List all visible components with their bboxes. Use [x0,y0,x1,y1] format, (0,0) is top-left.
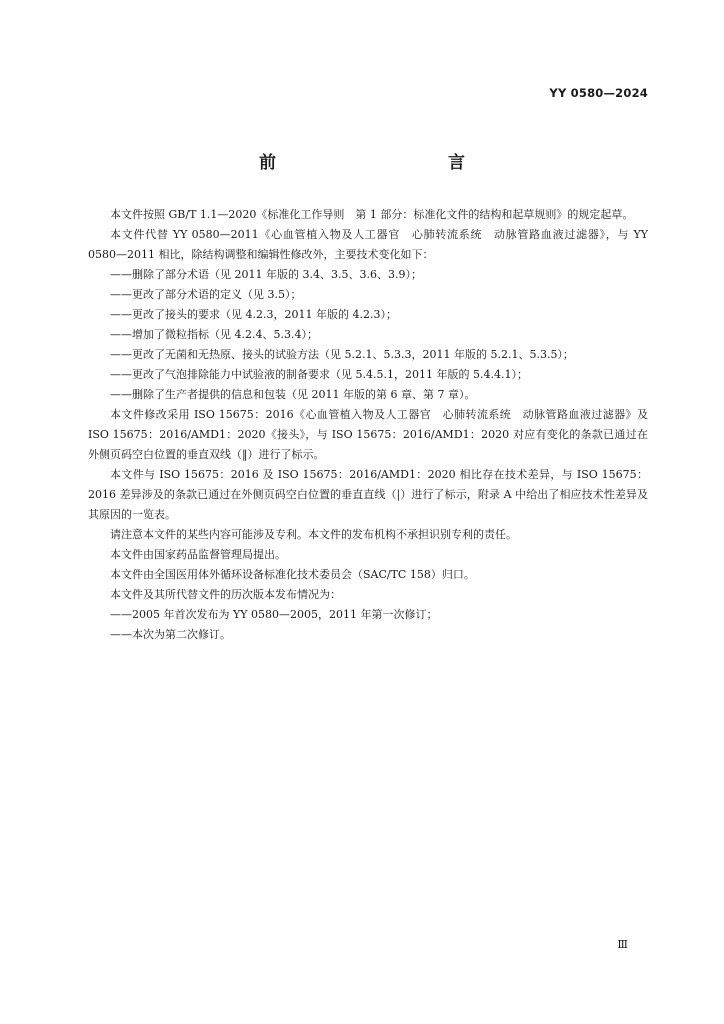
change-item: ——删除了生产者提供的信息和包装（见 2011 年版的第 6 章、第 7 章）。 [110,388,476,401]
change-item: ——更改了无菌和无热原、接头的试验方法（见 5.2.1、5.3.3，2011 年版的 5.2.1、5.3.5）； [110,348,574,361]
change-item: ——更改了接头的要求（见 4.2.3，2011 年版的 4.2.3）； [110,308,397,321]
page-number: Ⅲ [617,938,628,951]
history-item: ——本次为第二次修订。 [110,628,231,641]
history-item: ——2005 年首次发布为 YY 0580—2005，2011 年第一次修订； [110,608,438,621]
paragraph-committee: 本文件由全国医用体外循环设备标准化技术委员会（SAC/TC 158）归口。 [110,568,475,581]
change-item: ——删除了部分术语（见 2011 年版的 3.4、3.5、3.6、3.9）； [110,268,422,281]
foreword-body [88,205,648,645]
paragraph-technical-differences: 本文件与 ISO 15675：2016 及 ISO 15675：2016/AMD1：2020 相比存在技术差异，与 ISO 15675：2016 差异涉及的条款已通过在外侧页码空白位置的垂直直线（|）进行了标示，附录 A 中给出了相应技术性差异及其原因的一览表。 [88,468,648,521]
paragraph-history-intro: 本文件及其所代替文件的历次版本发布情况为： [110,588,341,601]
change-item: ——更改了气泡排除能力中试验液的制备要求（见 5.4.5.1，2011 年版的 5.4.4.1）； [110,368,528,381]
paragraph-replacement: 本文件代替 YY 0580—2011《心血管植入物及人工器官 心肺转流系统 动脉管路血液过滤器》，与 YY 0580—2011 相比，除结构调整和编辑性修改外，主要技术变化如下： [88,228,648,261]
change-item: ——增加了微粒指标（见 4.2.4、5.3.4）； [110,328,318,341]
paragraph-patent-notice: 请注意本文件的某些内容可能涉及专利。本文件的发布机构不承担识别专利的责任。 [110,528,517,541]
paragraph-proposer: 本文件由国家药品监督管理局提出。 [110,548,286,561]
paragraph-drafting-basis: 本文件按照 GB/T 1.1—2020《标准化工作导则 第 1 部分：标准化文件的结构和起草规则》的规定起草。 [110,208,634,221]
paragraph-adoption: 本文件修改采用 ISO 15675：2016《心血管植入物及人工器官 心肺转流系统 动脉管路血液过滤器》及 ISO 15675：2016/AMD1：2020《接头》，与 ISO 15675：2016/AMD1：2020 对应有变化的条款已通过在外侧页码空白位置的垂直双线（‖）进行了标示。 [88,408,648,461]
page-title: 前 言 [259,153,511,173]
change-item: ——更改了部分术语的定义（见 3.5）； [110,288,302,301]
standard-code: YY 0580—2024 [549,86,648,100]
